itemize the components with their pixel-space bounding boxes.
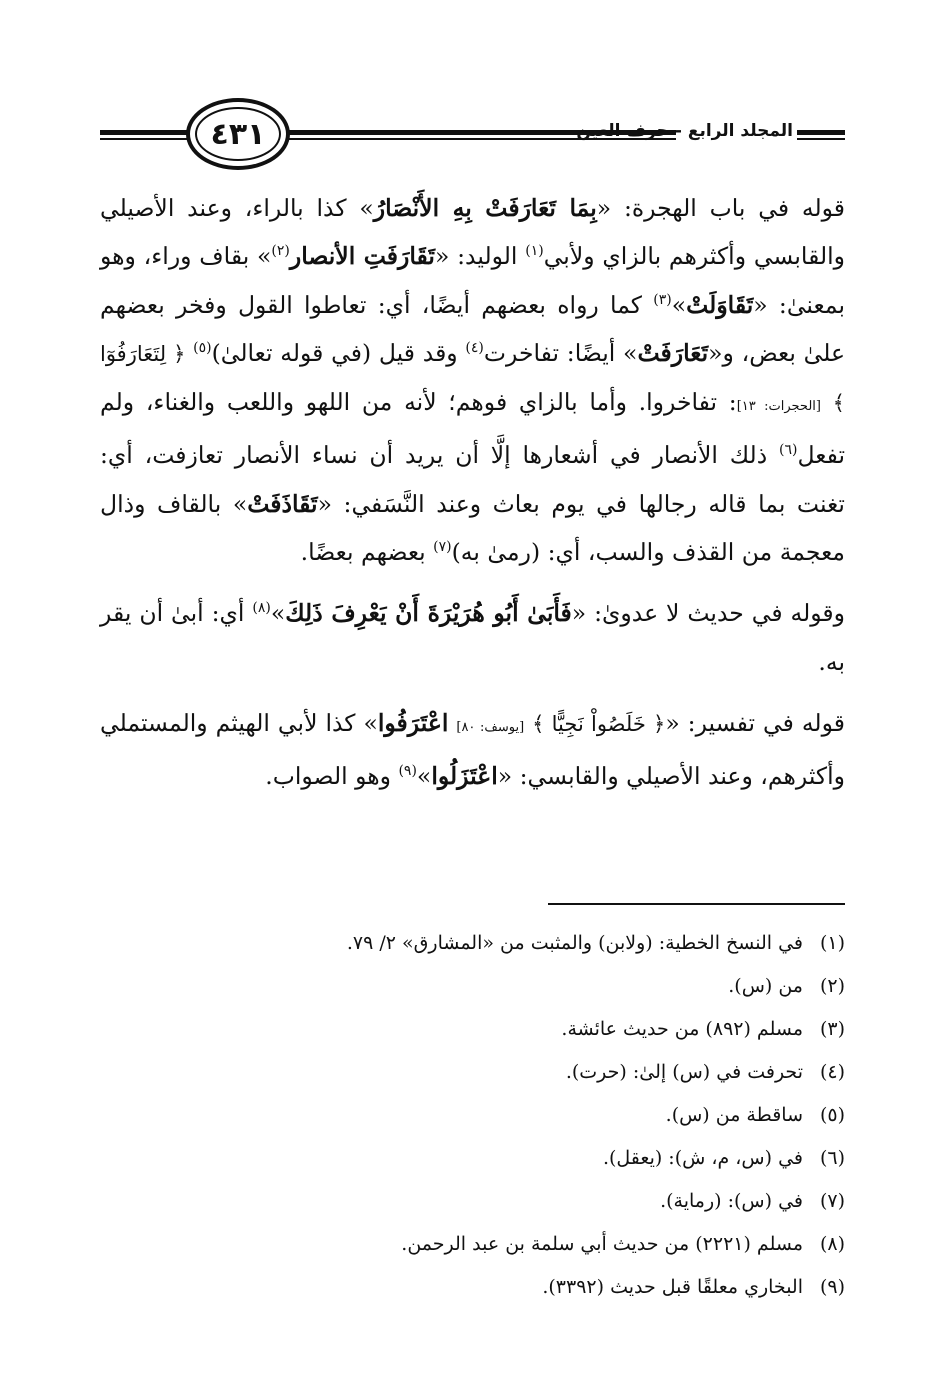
text-run: بعضهم بعضًا. — [300, 538, 434, 567]
footnote — [100, 1051, 845, 1094]
footnote — [100, 1223, 845, 1266]
footnote-number: (٩) — [819, 1276, 845, 1298]
footnote-number: (٤) — [819, 1061, 845, 1083]
page-number: ٤٣١ — [210, 116, 266, 152]
quoted-term: تَعَارَفَتْ — [637, 338, 709, 367]
text-run: » بقاف وراء، وهو بمعنىٰ: « — [100, 242, 845, 319]
footnote-separator — [548, 903, 845, 905]
quran-verse: ﴿ لِتَعَارَفُوٓا ﴾ — [100, 341, 845, 416]
footnote-number: (١) — [819, 932, 845, 954]
text-run: كما رواه بعضهم أيضًا، أي: تعاطوا القول وفخر بعضهم علىٰ بعض، و« — [100, 290, 845, 367]
footnote-text: ساقطة من (س). — [665, 1104, 803, 1126]
quoted-term: تَقَارَفَتِ الأنصار — [289, 242, 435, 271]
text-run: » — [416, 762, 432, 791]
text-run: » كذا بالراء، وعند الأصيلي والقابسي وأكثرهم بالزاي ولأبي — [100, 194, 845, 271]
footnotes — [100, 922, 845, 1309]
footnote-ref: (٩) — [398, 763, 417, 780]
footnote-number: (٣) — [819, 1018, 845, 1040]
footnote-ref: (٢) — [271, 243, 290, 260]
footnote-text: مسلم (٨٩٢) من حديث عائشة. — [561, 1018, 803, 1040]
footnote-ref: (٧) — [433, 539, 452, 556]
verse-reference: [الحجرات: ١٣] — [736, 399, 821, 415]
running-title: المجلد الرابع - حرف العين — [576, 121, 793, 141]
text-run: وقد قيل (في قوله تعالىٰ) — [211, 338, 466, 367]
footnote-text: في (س): (رماية). — [660, 1190, 803, 1212]
footnote — [100, 922, 845, 965]
footnote-number: (٢) — [819, 975, 845, 997]
footnote-number: (٧) — [819, 1190, 845, 1212]
footnote-text: البخاري معلقًا قبل حديث (٣٣٩٢). — [542, 1276, 803, 1298]
footnote — [100, 1137, 845, 1180]
text-run: ذلك الأنصار في أشعارها إلَّا أن يريد أن نساء الأنصار تعازفت، أي: تغنت بما قاله رجالها في يوم بعاث وعند النَّسَفي: « — [100, 441, 845, 518]
footnote-number: (٥) — [819, 1104, 845, 1126]
footnote-ref: (٤) — [465, 340, 484, 357]
footnote-ref: (١) — [525, 243, 544, 260]
paragraph-3 — [100, 699, 845, 801]
text-run: » بالقاف وذال معجمة من القذف والسب، أي: (رمىٰ به) — [100, 489, 845, 567]
footnote-ref: (٣) — [653, 291, 672, 308]
quoted-term: تَقَاذَفَتْ — [247, 489, 318, 518]
header-rule-left — [100, 130, 190, 142]
footnote-ref: (٥) — [193, 340, 212, 357]
quoted-term: اعْتَرَفُوا — [377, 708, 449, 737]
footnote — [100, 1180, 845, 1223]
text-run: » — [270, 599, 286, 628]
text-run: وهو الصواب. — [265, 762, 399, 791]
text-run: أي: أبىٰ أن يقر به. — [100, 599, 845, 676]
footnote-ref: (٨) — [252, 600, 271, 617]
text-run: » أيضًا: تفاخرت — [483, 338, 638, 367]
text-run: وقوله في حديث لا عدوىٰ: « — [571, 599, 845, 628]
page-header — [100, 98, 845, 174]
quran-verse: ﴿ خَلَصُواْ نَجِيًّا ﴾ — [532, 711, 666, 736]
footnote-text: تحرفت في (س) إلىٰ: (حرت). — [565, 1061, 803, 1083]
footnote-ref: (٦) — [778, 442, 798, 459]
footnote — [100, 1008, 845, 1051]
footnote-number: (٦) — [819, 1147, 845, 1169]
paragraph-1 — [100, 184, 845, 576]
footnote-text: في (س، م، ش): (يعقل). — [602, 1147, 803, 1169]
footnote — [100, 1266, 845, 1309]
page-number-badge — [186, 98, 290, 170]
text-run: : تفاخروا. وأما بالزاي فوهم؛ لأنه من اللهو واللعب والغناء، ولم تفعل — [100, 388, 845, 470]
text-run: » كذا لأبي الهيثم والمستملي وأكثرهم، وعند الأصيلي والقابسي: « — [100, 708, 845, 791]
verse-reference: [يوسف: ٨٠] — [456, 719, 525, 735]
text-run: قوله في باب الهجرة: « — [596, 194, 845, 222]
text-run: » — [671, 290, 687, 319]
main-text — [100, 184, 845, 801]
footnote-number: (٨) — [819, 1233, 845, 1255]
footnote-text: مسلم (٢٢٢١) من حديث أبي سلمة بن عبد الرحمن. — [401, 1233, 803, 1255]
quoted-term: فَأَبَىٰ أَبُو هُرَيْرَةَ أَنْ يَعْرِفَ ذَلِكَ — [285, 599, 572, 628]
header-rule-right — [797, 130, 845, 142]
text-run: قوله في تفسير: « — [665, 708, 845, 737]
text-run: الوليد: « — [434, 242, 526, 271]
footnote — [100, 965, 845, 1008]
footnote — [100, 1094, 845, 1137]
paragraph-2 — [100, 589, 845, 686]
footnote-text: من (س). — [728, 975, 803, 997]
quoted-term: بِمَا تَعَارَفَتْ بِهِ الأَنْصَارُ — [373, 194, 597, 222]
quoted-term: تَقَاوَلَتْ — [686, 290, 754, 319]
footnote-text: في النسخ الخطية: (ولابن) والمثبت من «المشارق» ٢/ ٧٩. — [346, 932, 803, 954]
quoted-term: اعْتَزَلُوا — [431, 762, 498, 791]
